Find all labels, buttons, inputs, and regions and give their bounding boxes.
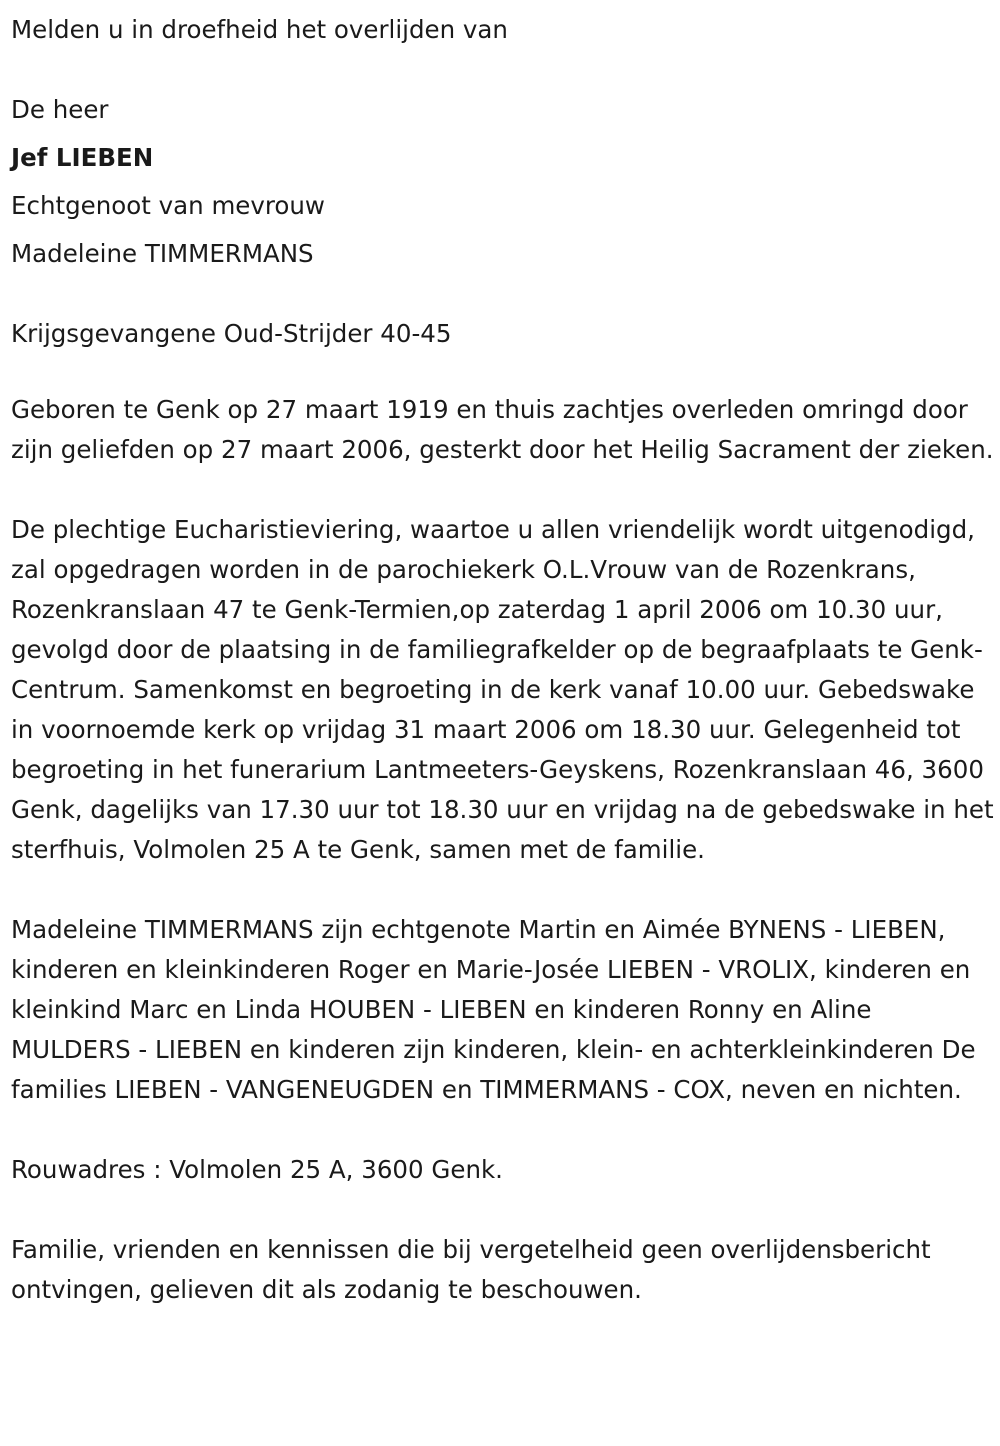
spacer xyxy=(11,870,991,910)
intro-text: Melden u in droefheid het overlijden van xyxy=(11,15,508,44)
mourning-address: Rouwadres : Volmolen 25 A, 3600 Genk. xyxy=(11,1155,503,1184)
spacer xyxy=(11,54,991,86)
spacer xyxy=(11,1190,991,1230)
spacer xyxy=(11,470,991,510)
deceased-name: Jef LIEBEN xyxy=(11,143,154,172)
spacer xyxy=(11,1110,991,1150)
spouse-line-1: Echtgenoot van mevrouw xyxy=(11,191,325,220)
closing-paragraph: Familie, vrienden en kennissen die bij vergetelheid geen overlijdensbericht ontvingen, gelieven dit als zodanig te beschouwen. xyxy=(11,1235,931,1304)
spouse-line-2: Madeleine TIMMERMANS xyxy=(11,239,314,268)
spacer xyxy=(11,358,991,390)
obituary-notice xyxy=(11,6,994,1310)
salutation: De heer xyxy=(11,95,109,124)
spacer xyxy=(11,278,991,310)
family-paragraph: Madeleine TIMMERMANS zijn echtgenote Martin en Aimée BYNENS - LIEBEN, kinderen en kleinkinderen Roger en Marie-Josée LIEBEN - VROLIX, kinderen en kleinkind Marc en Linda HOUBEN - LIEBEN en kinderen Ronny en Aline MULDERS - LIEBEN en kinderen zijn kinderen, klein- en achterkleinkinderen De families LIEBEN - VANGENEUGDEN en TIMMERMANS - COX, neven en nichten. xyxy=(11,915,976,1104)
birth-death-paragraph: Geboren te Genk op 27 maart 1919 en thuis zachtjes overleden omringd door zijn geliefden op 27 maart 2006, gesterkt door het Heilig Sacrament der zieken. xyxy=(11,395,994,464)
ceremony-paragraph: De plechtige Eucharistieviering, waartoe u allen vriendelijk wordt uitgenodigd, zal opgedragen worden in de parochiekerk O.L.Vrouw van de Rozenkrans, Rozenkranslaan 47 te Genk-Termien,op zaterdag 1 april 2006 om 10.30 uur, gevolgd door de plaatsing in de familiegrafkelder op de begraafplaats te Genk-Centrum. Samenkomst en begroeting in de kerk vanaf 10.00 uur. Gebedswake in voornoemde kerk op vrijdag 31 maart 2006 om 18.30 uur. Gelegenheid tot begroeting in het funerarium Lantmeeters-Geyskens, Rozenkranslaan 46, 3600 Genk, dagelijks van 17.30 uur tot 18.30 uur en vrijdag na de gebedswake in het sterfhuis, Volmolen 25 A te Genk, samen met de familie. xyxy=(11,515,994,864)
title-line: Krijgsgevangene Oud-Strijder 40-45 xyxy=(11,319,452,348)
